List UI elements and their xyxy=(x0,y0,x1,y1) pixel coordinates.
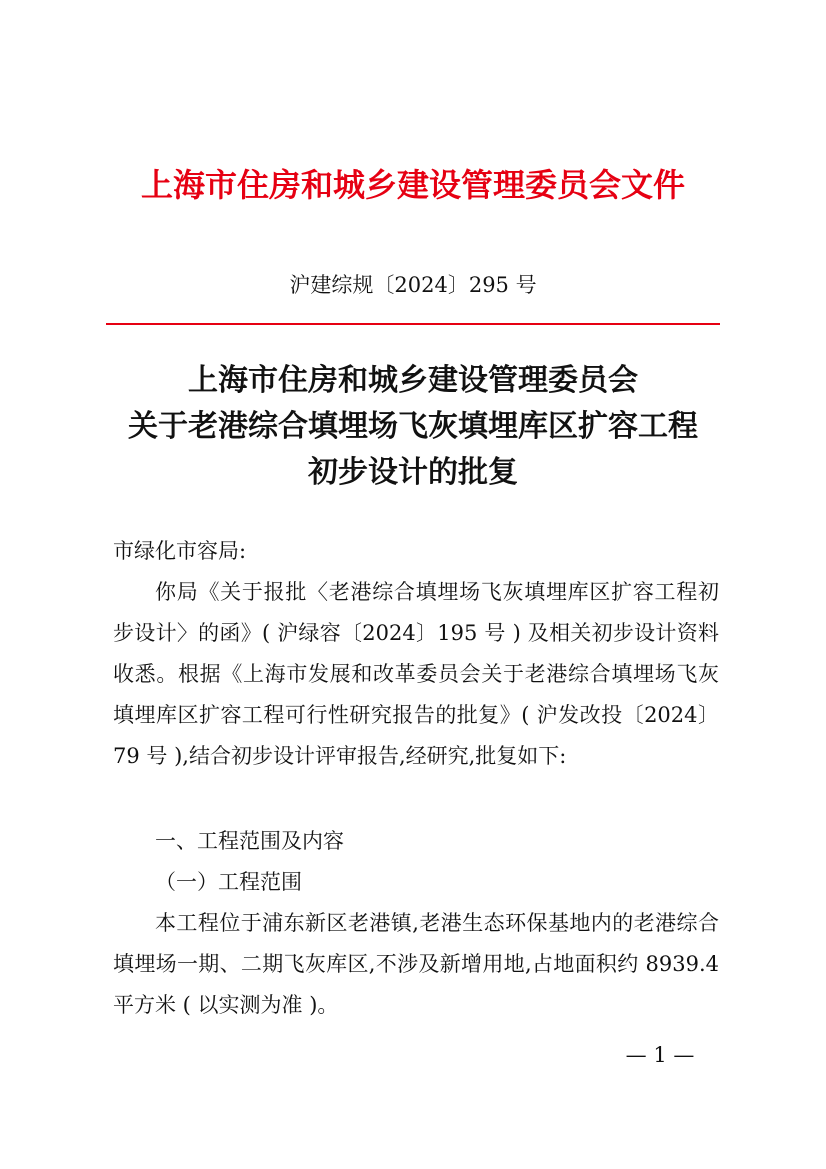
document-number: 沪建综规〔2024〕295 号 xyxy=(289,273,537,297)
title-line-1: 上海市住房和城乡建设管理委员会 xyxy=(188,363,638,398)
issuer-header-title: 上海市住房和城乡建设管理委员会文件 xyxy=(140,166,685,204)
addressee: 市绿化市容局: xyxy=(113,539,247,563)
document-title xyxy=(0,358,826,496)
body-paragraph-1: 你局《关于报批〈老港综合填埋场飞灰填埋库区扩容工程初步设计〉的函》( 沪绿容〔2024〕195 号 ) 及相关初步设计资料收悉。根据《上海市发展和改革委员会关于老港综合填埋场飞灰填埋库区扩容工程可行性研究报告的批复》( 沪发改投〔2024〕79 号 ),结合初步设计评审报告,经研究,批复如下: xyxy=(113,580,719,768)
subsection-heading-1: （一）工程范围 xyxy=(155,870,302,894)
title-line-2: 关于老港综合填埋场飞灰填埋库区扩容工程 xyxy=(128,409,698,444)
section-heading-1: 一、工程范围及内容 xyxy=(155,829,344,853)
body-paragraph-2: 本工程位于浦东新区老港镇,老港生态环保基地内的老港综合填埋场一期、二期飞灰库区,不涉及新增用地,占地面积约 8939.4 平方米 ( 以实测为准 )。 xyxy=(113,911,719,1017)
page-number: — 1 — xyxy=(625,1043,695,1067)
title-line-3: 初步设计的批复 xyxy=(308,455,518,490)
red-separator-line xyxy=(106,323,720,325)
